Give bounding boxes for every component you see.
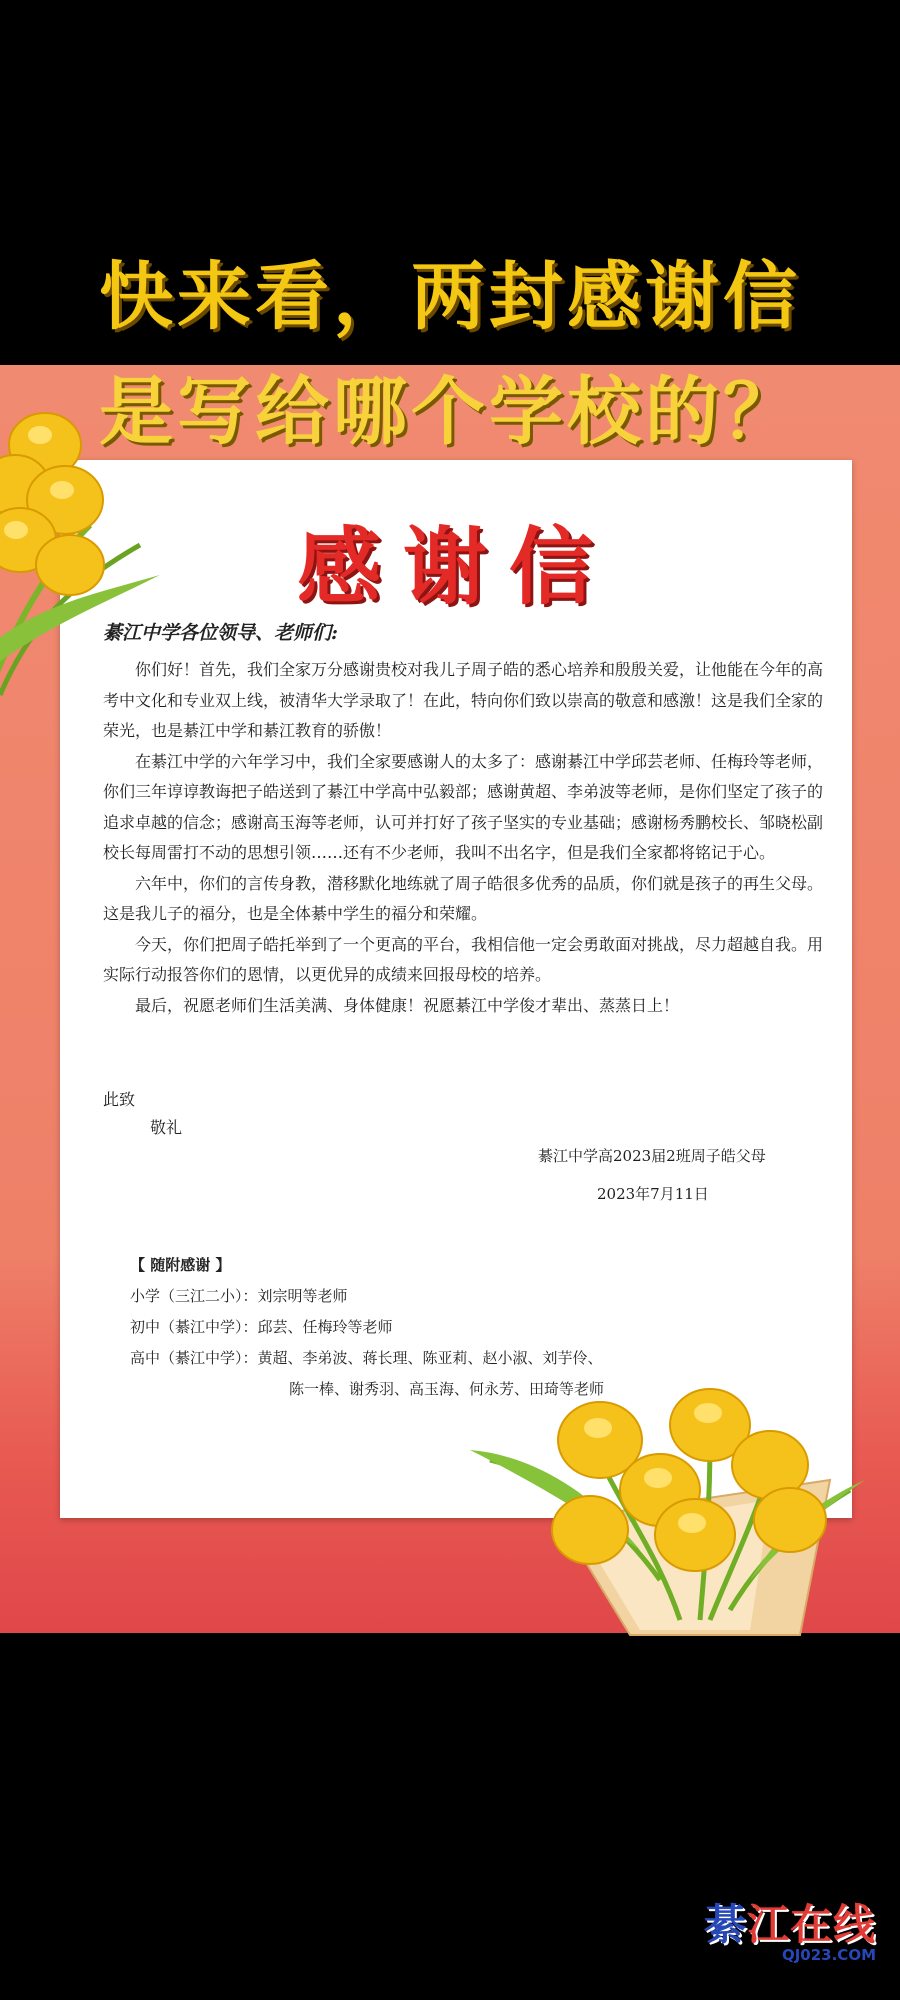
headline-line-2: 是写给哪个学校的？ xyxy=(99,369,801,455)
letter-signature: 綦江中学高2023届2班周子皓父母 xyxy=(538,1147,766,1165)
acknowledgment-title: 【 随附感谢 】 xyxy=(130,1256,231,1274)
watermark-name xyxy=(704,1892,876,1952)
letter-closing-2: 敬礼 xyxy=(150,1118,183,1137)
tulip-bouquet-right xyxy=(470,1380,870,1650)
ack-senior-1: 高中（綦江中学）：黄超、李弟波、蒋长理、陈亚莉、赵小淑、刘芋伶、 xyxy=(130,1349,603,1367)
letter-body xyxy=(103,655,838,1021)
letter-paper xyxy=(60,460,852,1518)
watermark-first-char: 綦 xyxy=(703,1900,747,1949)
letter-date: 2023年7月11日 xyxy=(597,1185,709,1203)
ack-primary: 小学（三江二小）：刘宗明等老师 xyxy=(130,1287,348,1305)
letter-paragraph: 六年中，你们的言传身教，潜移默化地练就了周子皓很多优秀的品质，你们就是孩子的再生父母。这是我儿子的福分，也是全体綦中学生的福分和荣耀。 xyxy=(103,873,824,923)
ack-senior-2: 陈一棒、谢秀羽、高玉海、何永芳、田琦等老师 xyxy=(289,1380,605,1398)
letter-closing-1: 此致 xyxy=(103,1090,136,1109)
letter-paragraph: 在綦江中学的六年学习中，我们全家要感谢人的太多了：感谢綦江中学邱芸老师、任梅玲等老师，你们三年谆谆教诲把子皓送到了綦江中学高中弘毅部；感谢黄超、李弟波等老师，是你们坚定了孩子的追求卓越的信念；感谢高玉海等老师，认可并打好了孩子坚实的专业基础；感谢杨秀鹏校长、邹晓松副校长每周雷打不动的思想引领……还有不少老师，我叫不出名字，但是我们全家都将铭记于心。 xyxy=(103,751,824,862)
letter-salutation: 綦江中学各位领导、老师们: xyxy=(103,622,339,644)
letter-paragraph: 今天，你们把周子皓托举到了一个更高的平台，我相信他一定会勇敢面对挑战，尽力超越自我。用实际行动报答你们的恩情，以更优异的成绩来回报母校的培养。 xyxy=(103,934,824,984)
tulip-flowers-left xyxy=(0,395,170,725)
ack-junior: 初中（綦江中学）：邱芸、任梅玲等老师 xyxy=(130,1318,393,1336)
letter-paragraph: 最后，祝愿老师们生活美满、身体健康！祝愿綦江中学俊才辈出、蒸蒸日上！ xyxy=(135,995,680,1015)
letter-title: 感谢信 xyxy=(296,518,615,616)
letter-paragraph: 你们好！首先，我们全家万分感谢贵校对我儿子周子皓的悉心培养和殷殷关爱，让他能在今年的高考中文化和专业双上线，被清华大学录取了！在此，特向你们致以崇高的敬意和感激！这是我们全家的荣光，也是綦江中学和綦江教育的骄傲！ xyxy=(103,660,824,740)
watermark-logo xyxy=(704,1892,876,1964)
headline-line-1: 快来看，两封感谢信 xyxy=(99,254,801,340)
watermark-domain: QJ023.COM xyxy=(781,1946,876,1964)
watermark-rest: 江在线 xyxy=(746,1900,876,1949)
